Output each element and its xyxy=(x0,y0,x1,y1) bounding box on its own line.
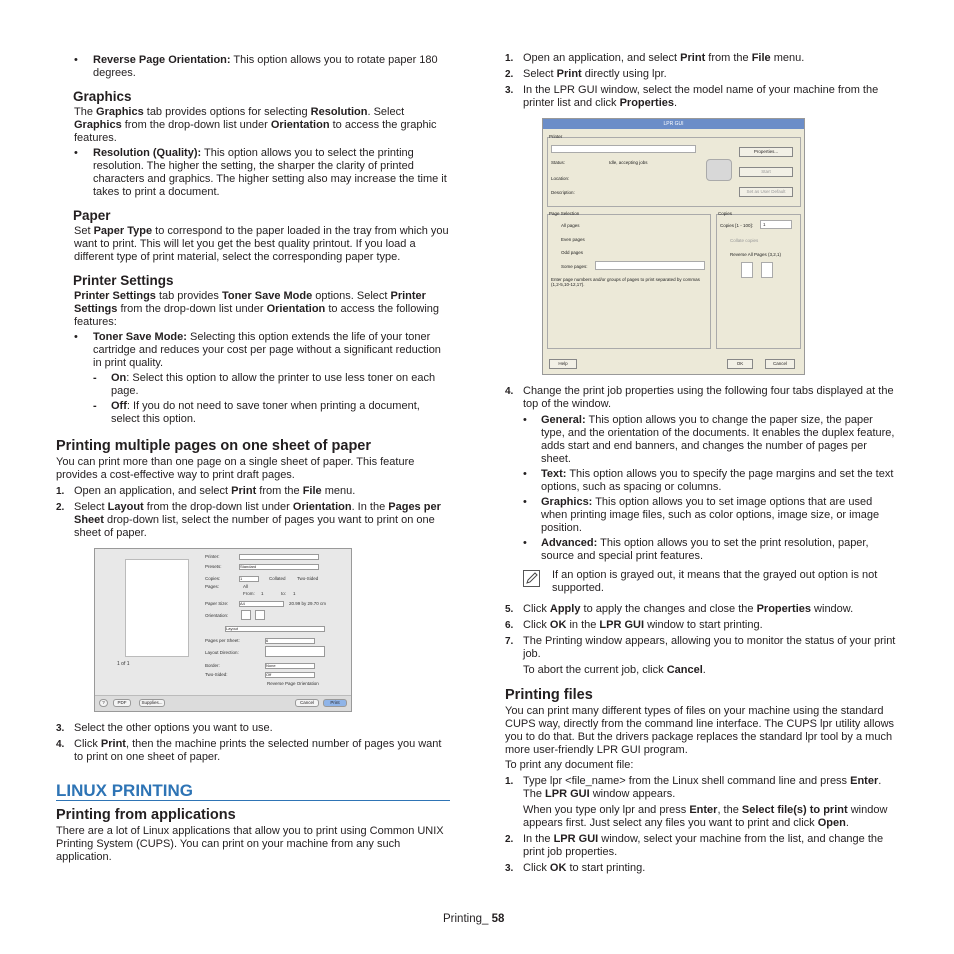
heading-printer-settings: Printer Settings xyxy=(73,273,174,288)
print-button[interactable]: Print xyxy=(323,699,347,707)
border-select[interactable]: None xyxy=(265,663,315,669)
label-layout-direction: Layout Direction: xyxy=(205,650,239,655)
multi-step-1: 1. Open an application, and select Print from the File menu. xyxy=(56,485,356,497)
multi-intro: You can print more than one page on a single sheet of paper. This feature provides a cost-effective way to print draft pages. xyxy=(56,456,415,481)
help-button[interactable]: Help xyxy=(549,359,577,369)
some-pages-input[interactable] xyxy=(595,261,705,270)
collate-page-icon xyxy=(741,262,753,278)
lpr-step-2: 2. Select Print directly using lpr. xyxy=(505,68,667,80)
label-paper-size: Paper Size: xyxy=(205,601,229,606)
ok-button[interactable]: OK xyxy=(727,359,753,369)
note-text: If an option is grayed out, it means that the grayed out option is not supported. xyxy=(552,569,878,594)
properties-button[interactable]: Properties... xyxy=(739,147,793,157)
reverse-pages-checkbox[interactable]: Reverse All Pages (3,2,1) xyxy=(730,252,782,257)
mac-print-dialog-screenshot xyxy=(94,548,352,712)
label-orientation: Orientation: xyxy=(205,613,229,618)
label-location: Location: xyxy=(551,176,570,181)
lpr-step-6: 6. Click OK in the LPR GUI window to start printing. xyxy=(505,619,763,631)
copies-spinbox[interactable]: 1 xyxy=(760,220,792,229)
collate-page-icon xyxy=(761,262,773,278)
page-count: 1 of 1 xyxy=(117,661,130,667)
heading-paper: Paper xyxy=(73,208,111,223)
left-column xyxy=(56,52,450,866)
bullet-toner-save: • Toner Save Mode: Selecting this option extends the life of your toner cartridge and reduces your cost per page without a significant reduction in print quality. xyxy=(56,331,450,370)
some-pages-radio[interactable]: Some pages: xyxy=(561,264,588,269)
printer-settings-paragraph: Printer Settings tab provides Toner Save Mode options. Select Printer Settings from the drop-down list under Orientation to access the following features: xyxy=(74,290,439,328)
multi-step-4: 4. Click Print, then the machine prints the selected number of pages you want to print on one sheet of paper. xyxy=(56,738,442,763)
section-select[interactable]: Layout xyxy=(225,626,325,632)
note-pencil-icon xyxy=(523,570,540,587)
heading-printing-from-applications: Printing from applications xyxy=(56,807,236,823)
page-range-hint: Enter page numbers and/or groups of pages to print separated by commas (1,2-5,10-12,17). xyxy=(551,277,700,287)
supplies-button[interactable]: Supplies... xyxy=(139,699,165,707)
footer-label: Printing_ xyxy=(443,913,489,925)
printer-icon xyxy=(706,159,732,181)
dialog-bottom-bar xyxy=(95,695,351,711)
lpr-step-7: 7. The Printing window appears, allowing you to monitor the status of your print job. xyxy=(505,635,896,660)
chapter-linux-printing: LINUX PRINTING xyxy=(56,784,450,801)
label-pages-per-sheet: Pages per Sheet: xyxy=(205,638,240,643)
heading-graphics: Graphics xyxy=(73,89,132,104)
graphics-paragraph: The Graphics tab provides options for selecting Resolution. Select Graphics from the drop-down list under Orientation to access the graphic features. xyxy=(74,106,437,144)
paper-dimensions: 20.99 by 29.70 cm xyxy=(289,601,327,606)
two-sided-checkbox[interactable]: Two-Sided xyxy=(297,576,319,581)
bullet-graphics: • Graphics: This option allows you to set image options that are used when printing image files, such as color options, image size, or image position. xyxy=(505,496,899,535)
files-step-3: 3. Click OK to start printing. xyxy=(505,862,646,874)
presets-select[interactable]: Standard xyxy=(239,564,319,570)
files-step-1-sub: When you type only lpr and press Enter, the Select file(s) to print window appears first. Just select any files you want to print and click Open. xyxy=(523,804,888,829)
lpr-step-4: 4. Change the print job properties using the following four tabs displayed at the top of the window. xyxy=(505,385,894,410)
files-step-2: 2. In the LPR GUI window, select your machine from the list, and change the print job properties. xyxy=(505,833,884,858)
label-pages: Pages: xyxy=(205,584,220,589)
heading-multiple-pages: Printing multiple pages on one sheet of paper xyxy=(56,438,372,454)
cancel-button[interactable]: Cancel xyxy=(295,699,319,707)
bullet-reverse-orientation: • Reverse Page Orientation: This option allows you to rotate paper 180 degrees. xyxy=(56,54,450,80)
cancel-button[interactable]: Cancel xyxy=(765,359,795,369)
dash-on: - On: Select this option to allow the printer to use less toner on each page. xyxy=(56,372,450,398)
note-block xyxy=(505,569,899,595)
collate-checkbox[interactable]: Collate copies xyxy=(730,238,759,243)
lpr-step-7-sub: To abort the current job, click Cancel. xyxy=(523,664,706,676)
lpr-step-5: 5. Click Apply to apply the changes and close the Properties window. xyxy=(505,603,854,615)
copies-input[interactable]: 1 xyxy=(239,576,259,582)
landscape-orientation-button[interactable] xyxy=(255,610,265,620)
to-input[interactable]: 1 xyxy=(293,591,296,596)
label-copies: Copies: xyxy=(205,576,221,581)
label-status: Status: xyxy=(551,160,566,165)
odd-pages-radio[interactable]: Odd pages xyxy=(561,250,584,255)
page-selection-label: Page Selection xyxy=(549,211,580,216)
collated-checkbox[interactable]: Collated xyxy=(269,576,286,581)
printer-select[interactable] xyxy=(239,554,319,560)
bullet-advanced: • Advanced: This option allows you to set the print resolution, paper, source and special print features. xyxy=(505,537,899,563)
printer-group-label: Printer xyxy=(549,134,563,139)
reverse-orientation-checkbox[interactable]: Reverse Page Orientation xyxy=(267,681,319,686)
label-copies-range: Copies [1 - 100]: xyxy=(720,223,754,228)
printer-list-select[interactable] xyxy=(551,145,696,153)
linux-intro: There are a lot of Linux applications that allow you to print using Common UNIX Printing System (CUPS). You can print on your machine from any such application. xyxy=(56,825,444,863)
status-value: Idle, accepting jobs xyxy=(609,160,648,165)
heading-printing-files: Printing files xyxy=(505,687,593,703)
two-sided-select[interactable]: Off xyxy=(265,672,315,678)
files-step-1: 1. Type lpr <file_name> from the Linux shell command line and press Enter. The LPR GUI window appears. xyxy=(505,775,882,800)
label-printer: Printer: xyxy=(205,554,220,559)
files-intro: You can print many different types of files on your machine using the standard CUPS way, directly from the command line interface. The CUPS lpr utility allows you to do that. But the drivers package replaces the standard lpr tool by a much more user-friendly LPR GUI program. xyxy=(505,705,895,756)
pages-per-sheet-select[interactable]: 6 xyxy=(265,638,315,644)
from-radio[interactable]: From: xyxy=(243,591,255,596)
lpr-step-3: 3. In the LPR GUI window, select the model name of your machine from the printer list and click Properties. xyxy=(505,84,879,109)
label-presets: Presets: xyxy=(205,564,222,569)
all-pages-radio[interactable]: All xyxy=(243,584,249,589)
label-two-sided: Two-Sided: xyxy=(205,672,228,677)
even-pages-radio[interactable]: Even pages xyxy=(561,237,585,242)
files-to-print: To print any document file: xyxy=(505,759,634,771)
lpr-gui-screenshot xyxy=(542,118,805,375)
lpr-title-bar: LPR GUI xyxy=(543,119,804,129)
set-default-button[interactable]: Set as User Default xyxy=(739,187,793,197)
help-button[interactable]: ? xyxy=(99,699,108,707)
start-button[interactable]: Start xyxy=(739,167,793,177)
lpr-step-1: 1. Open an application, and select Print from the File menu. xyxy=(505,52,805,64)
layout-direction-buttons[interactable] xyxy=(265,646,325,657)
dash-off: - Off: If you do not need to save toner when printing a document, select this option. xyxy=(56,400,450,426)
multi-step-2: 2. Select Layout from the drop-down list under Orientation. In the Pages per Sheet drop-down list, select the number of pages you want to print on one sheet of paper. xyxy=(56,501,441,539)
from-input[interactable]: 1 xyxy=(261,591,264,596)
bullet-general: • General: This option allows you to change the paper size, the paper type, and the orientation of the documents. It enables the duplex feature, adds start and end banners, and changes the number of pages per sheet. xyxy=(505,414,899,466)
page-footer xyxy=(443,913,504,926)
multi-step-3: 3. Select the other options you want to use. xyxy=(56,722,273,734)
page-preview xyxy=(125,559,189,657)
copies-group xyxy=(716,214,801,349)
label-to: to: xyxy=(281,591,287,596)
pdf-button[interactable]: PDF xyxy=(113,699,131,707)
bullet-resolution: • Resolution (Quality): This option allows you to select the printing resolution. The higher the setting, the sharper the clarity of printed characters and graphics. The higher setting also may increase the time it takes to print a document. xyxy=(56,147,450,199)
all-pages-radio[interactable]: All pages xyxy=(561,223,580,228)
label-description: Description: xyxy=(551,190,575,195)
copies-group-label: Copies xyxy=(718,211,733,216)
label-border: Border: xyxy=(205,663,220,668)
right-column xyxy=(505,52,899,878)
paper-paragraph: Set Paper Type to correspond to the paper loaded in the tray from which you want to print. This will let you get the best quality printout. If you load a different type of print material, select the corresponding paper type. xyxy=(74,225,449,263)
bullet-text: • Text: This option allows you to specify the page margins and set the text options, such as spacing or columns. xyxy=(505,468,899,494)
page-number: 58 xyxy=(491,913,505,925)
portrait-orientation-button[interactable] xyxy=(241,610,251,620)
paper-size-select[interactable]: A4 xyxy=(239,601,284,607)
